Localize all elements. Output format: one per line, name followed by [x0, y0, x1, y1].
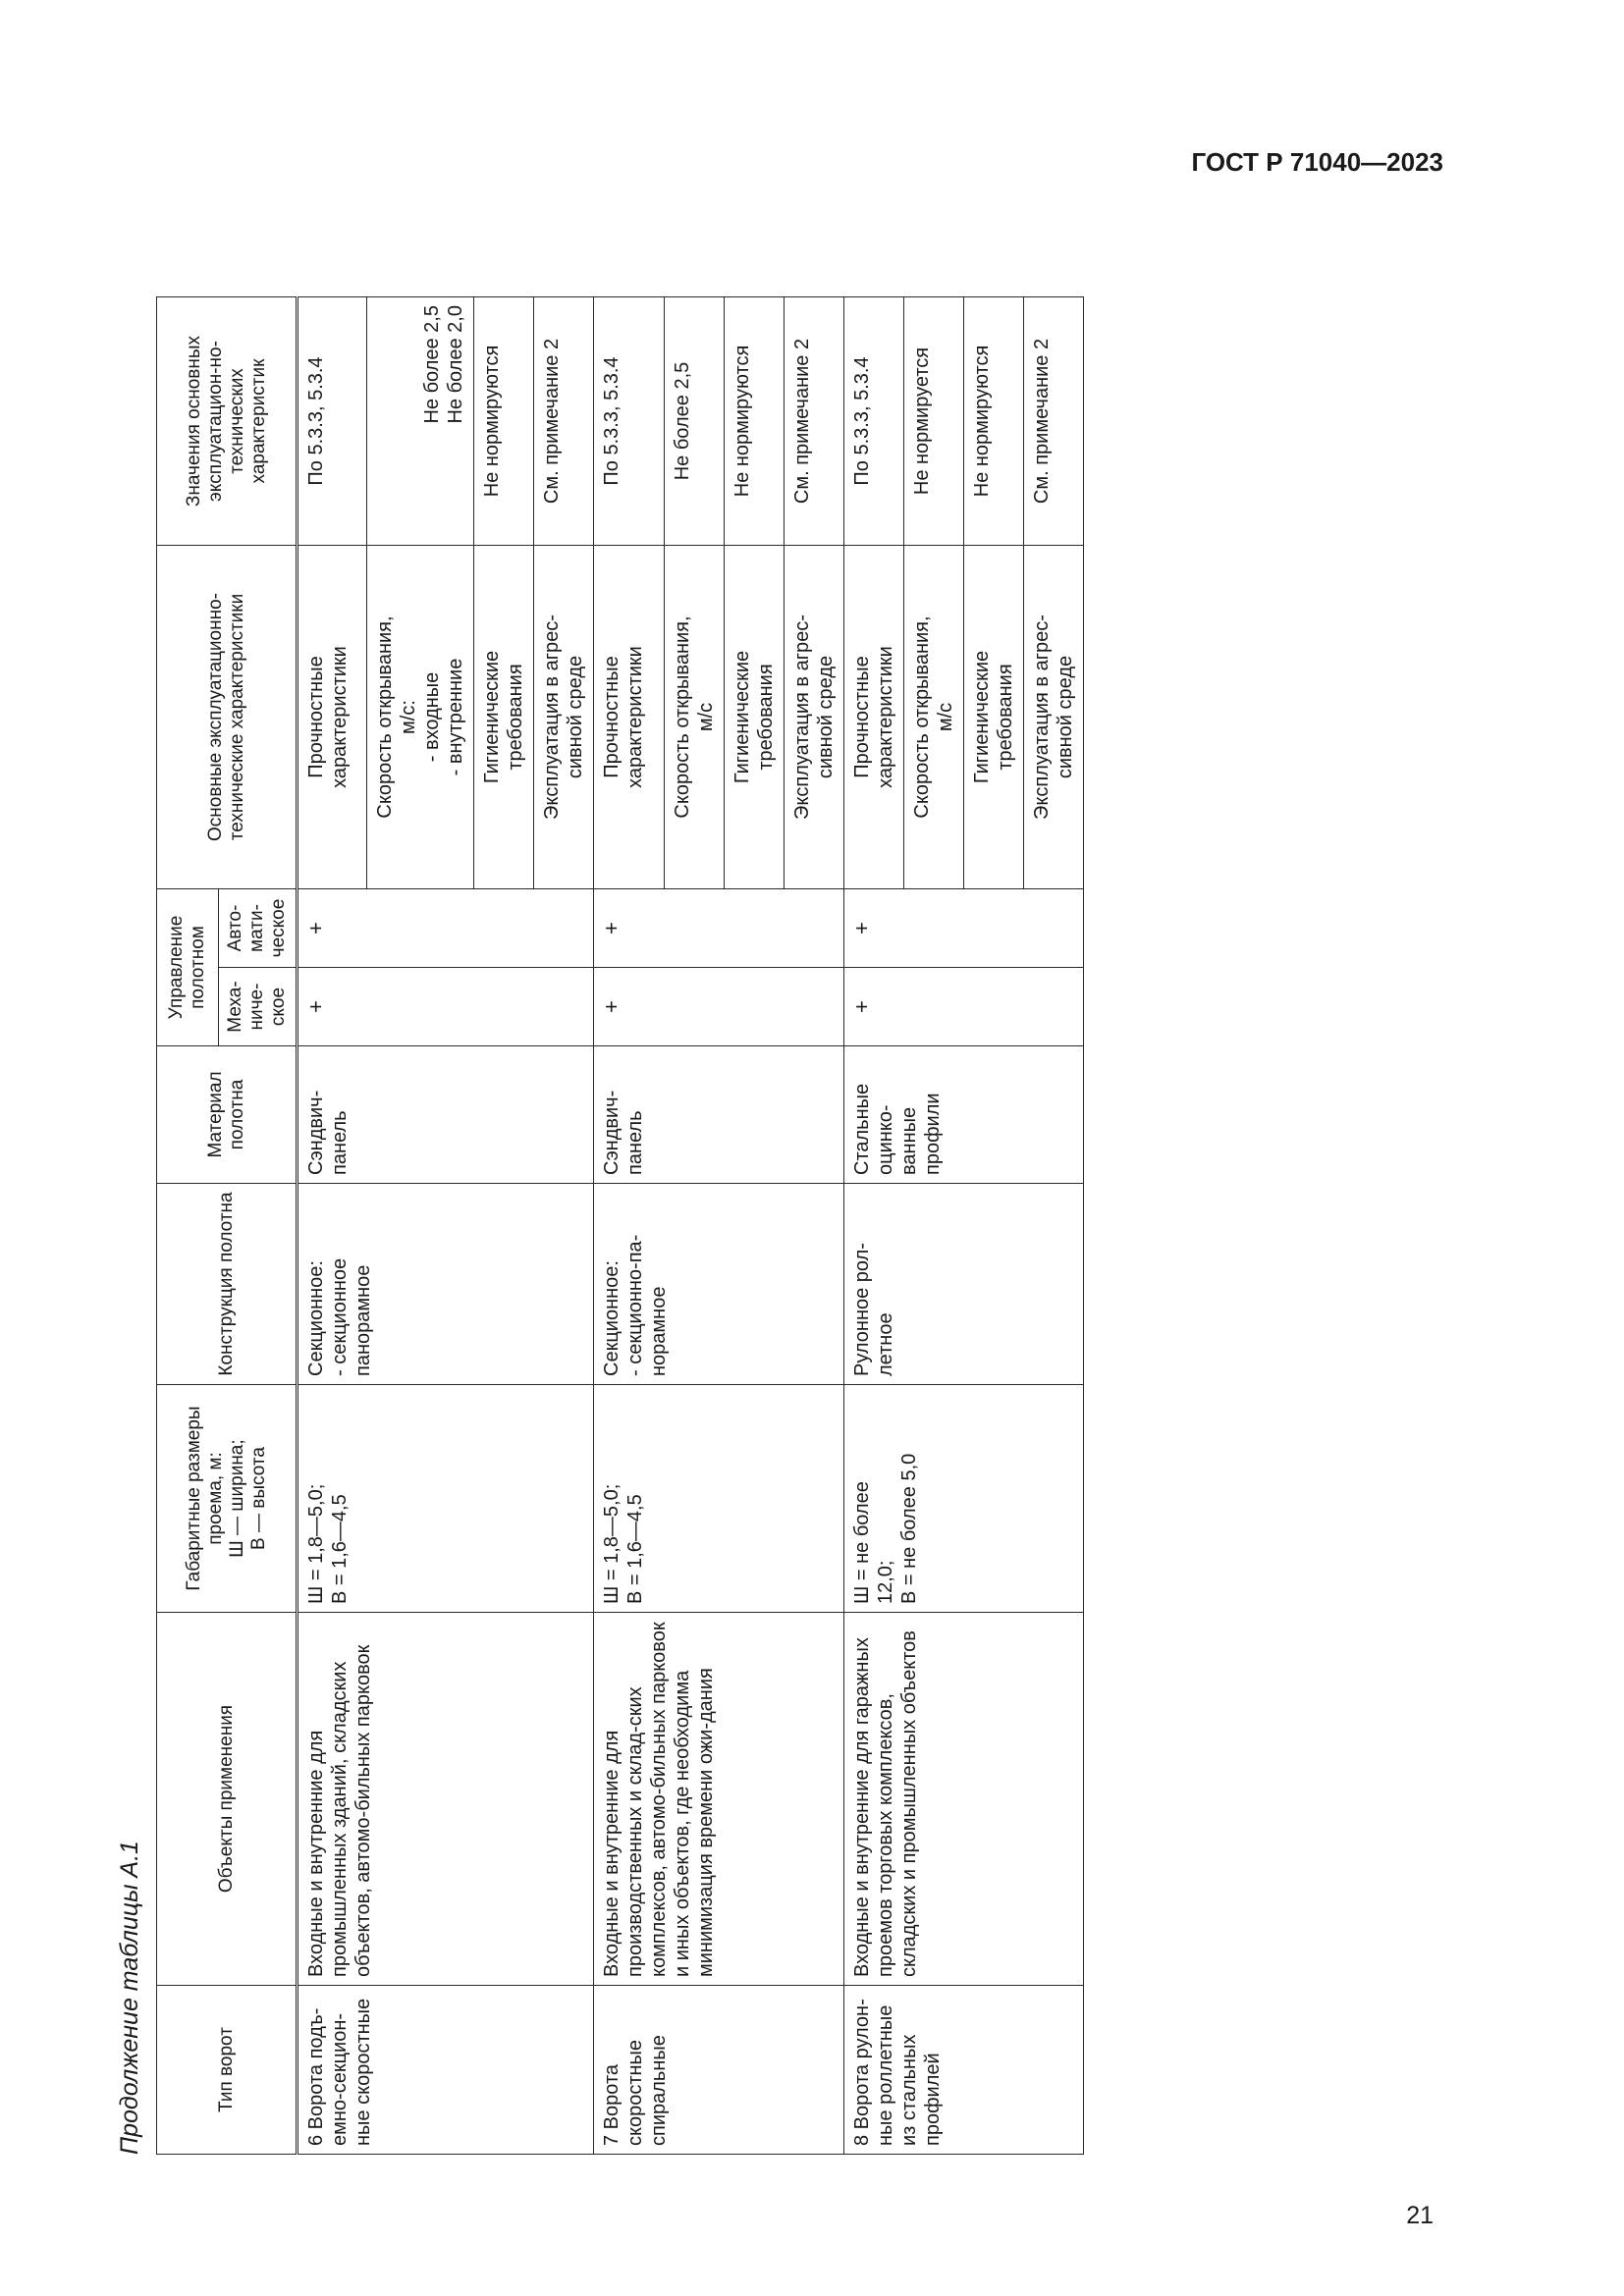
gate-construction: Рулонное рол- летное — [844, 1184, 1084, 1385]
col-header-characteristics: Основные эксплуатационно-технические характеристики — [157, 546, 298, 889]
col-header-construction: Конструкция полотна — [157, 1184, 298, 1385]
characteristic-value: См. примечание 2 — [785, 297, 844, 546]
gate-material: Сэндвич- панель — [298, 1046, 594, 1184]
col-header-control: Управление полотном — [157, 889, 219, 1046]
characteristic-name: Эксплуатация в агрес- сивной среде — [785, 546, 844, 889]
gates-table — [156, 296, 1084, 2155]
gate-objects: Входные и внутренние для производственных и склад-ских комплексов, автомо-бильных парковок и иных объектов, где необходима минимизация времени ожи-дания — [594, 1613, 844, 1986]
characteristic-value: Не нормируется — [904, 297, 964, 546]
gate-type: 7 Ворота скоростные спиральные — [594, 1986, 844, 2155]
col-header-dims: Габаритные размеры проема, м: Ш — ширина; В — высота — [157, 1385, 298, 1613]
characteristic-value: Не нормируются — [725, 297, 785, 546]
characteristic-value: Не более 2,5 — [665, 297, 725, 546]
rotated-table-area — [110, 211, 1337, 2155]
characteristic-name: Прочностные характеристики — [298, 546, 367, 889]
gate-dims: Ш = 1,8—5,0; В = 1,6—4,5 — [594, 1385, 844, 1613]
gate-material: Сэндвич- панель — [594, 1046, 844, 1184]
characteristic-value: Не нормируются — [474, 297, 534, 546]
characteristic-name: Эксплуатация в агрес- сивной среде — [1024, 546, 1084, 889]
gate-dims: Ш = 1,8—5,0; В = 1,6—4,5 — [298, 1385, 594, 1613]
gate-objects: Входные и внутренние для гаражных проемов торговых комплексов, складских и промышленных объектов — [844, 1613, 1084, 1986]
col-header-control-auto: Авто- мати- ческое — [219, 889, 298, 968]
control-auto-mark: + — [844, 889, 1084, 968]
gate-type: 8 Ворота рулон- ные роллетные из стальных профилей — [844, 1986, 1084, 2155]
characteristic-name: Гигиенические требования — [725, 546, 785, 889]
table-caption: Продолжение таблицы А.1 — [116, 1841, 143, 2155]
characteristic-name: Прочностные характеристики — [844, 546, 904, 889]
table-row — [844, 297, 904, 2155]
control-mech-mark: + — [298, 968, 594, 1046]
characteristic-name: Гигиенические требования — [474, 546, 534, 889]
control-mech-mark: + — [594, 968, 844, 1046]
characteristic-value: См. примечание 2 — [1024, 297, 1084, 546]
gate-objects: Входные и внутренние для промышленных зданий, складских объектов, автомо-бильных парковок — [298, 1613, 594, 1986]
characteristic-name: Гигиенические требования — [964, 546, 1024, 889]
col-header-material: Материал полотна — [157, 1046, 298, 1184]
characteristic-value: По 5.3.3, 5.3.4 — [298, 297, 367, 546]
table-row — [594, 297, 665, 2155]
characteristic-value: По 5.3.3, 5.3.4 — [844, 297, 904, 546]
characteristic-name: Скорость открывания, м/с: - входные - внутренние — [367, 546, 474, 889]
gate-type: 6 Ворота подъ- емно-секцион- ные скоростные — [298, 1986, 594, 2155]
characteristic-name: Скорость открывания, м/с — [904, 546, 964, 889]
table-row — [298, 297, 367, 2155]
control-auto-mark: + — [594, 889, 844, 968]
gate-dims: Ш = не более 12,0; В = не более 5,0 — [844, 1385, 1084, 1613]
characteristic-value: По 5.3.3, 5.3.4 — [594, 297, 665, 546]
col-header-control-mech: Меха- ниче- ское — [219, 968, 298, 1046]
page-number: 21 — [1406, 2202, 1434, 2229]
standard-designation: ГОСТ Р 71040—2023 — [1191, 147, 1443, 177]
characteristic-value: Не более 2,5 Не более 2,0 — [367, 297, 474, 546]
characteristic-name: Прочностные характеристики — [594, 546, 665, 889]
characteristic-name: Эксплуатация в агрес- сивной среде — [534, 546, 594, 889]
characteristic-value: См. примечание 2 — [534, 297, 594, 546]
gate-construction: Секционное: - секционно-па- норамное — [594, 1184, 844, 1385]
characteristic-name: Скорость открывания, м/с — [665, 546, 725, 889]
characteristic-value: Не нормируются — [964, 297, 1024, 546]
col-header-objects: Объекты применения — [157, 1613, 298, 1986]
gate-material: Стальные оцинко- ванные профили — [844, 1046, 1084, 1184]
col-header-type: Тип ворот — [157, 1986, 298, 2155]
control-mech-mark: + — [844, 968, 1084, 1046]
gate-construction: Секционное: - секционное панорамное — [298, 1184, 594, 1385]
control-auto-mark: + — [298, 889, 594, 968]
col-header-values: Значения основных эксплуатацион-но-технических характеристик — [157, 297, 298, 546]
